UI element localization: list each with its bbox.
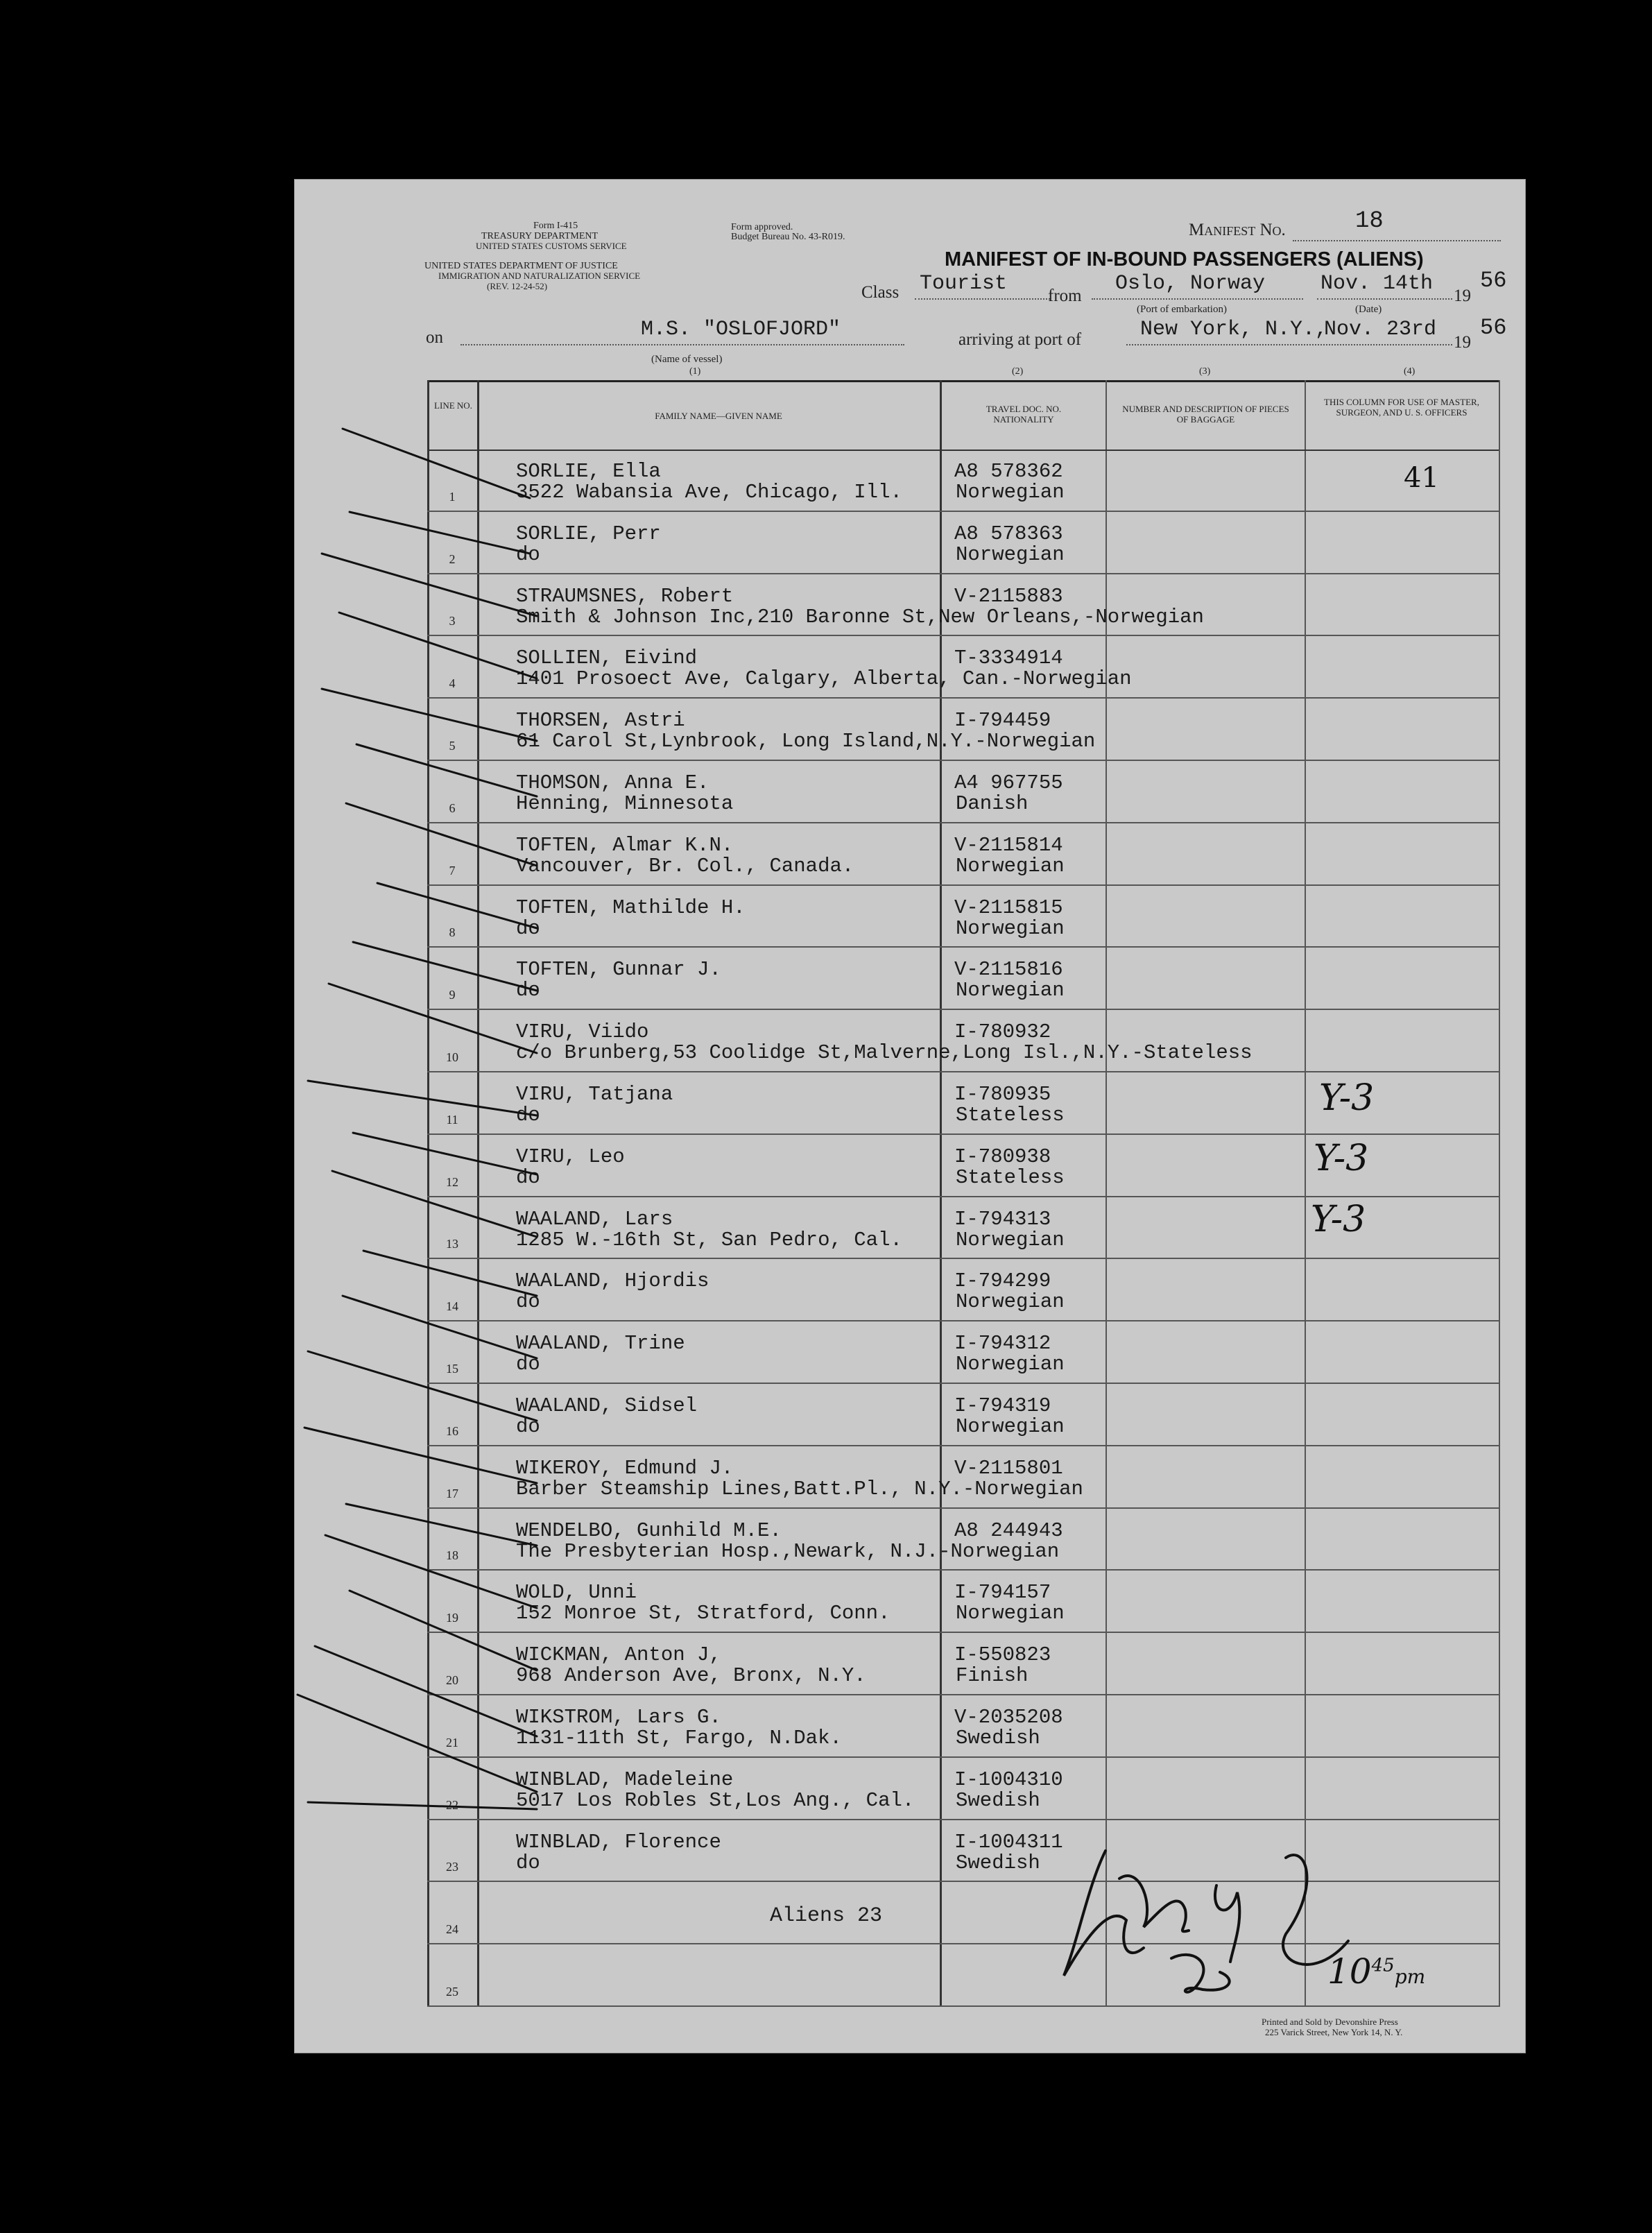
row-line-number: 10 xyxy=(446,1050,458,1064)
travel-doc-number: A4 967755 xyxy=(954,771,1063,794)
row-line-number: 14 xyxy=(446,1299,458,1314)
aliens-total: Aliens 23 xyxy=(770,1904,883,1928)
row-line-number: 2 xyxy=(449,551,456,566)
passenger-address: do xyxy=(516,1290,540,1314)
signature-time xyxy=(1327,1951,1425,1992)
travel-doc-number: V-2115883 xyxy=(954,584,1063,608)
ins-label: IMMIGRATION AND NATURALIZATION SERVICE xyxy=(438,271,641,281)
passenger-address: do xyxy=(516,1353,540,1376)
nationality: Norwegian xyxy=(956,1602,1065,1625)
form-approved: Form approved. xyxy=(731,222,793,232)
passenger-name: STRAUMSNES, Robert xyxy=(516,584,734,608)
passenger-address: do xyxy=(516,979,540,1002)
manifest-no-line xyxy=(1293,240,1501,241)
manifest-no-label: Manifest No. xyxy=(1189,221,1286,239)
on-label: on xyxy=(426,328,443,347)
arrival-year-prefix: 19 xyxy=(1454,333,1471,352)
travel-doc-number: V-2115816 xyxy=(954,958,1063,982)
officer-mark-row12: Y-3 xyxy=(1314,1138,1369,1179)
row-line-number: 23 xyxy=(446,1860,458,1874)
form-number: Form I-415 xyxy=(533,221,578,231)
officer-mark-row11: Y-3 xyxy=(1319,1077,1375,1119)
embarkation-date: Nov. 14th xyxy=(1320,272,1434,296)
row-line-number: 17 xyxy=(446,1486,458,1500)
col4-number: (4) xyxy=(1404,366,1416,377)
passenger-address: 61 Carol St,Lynbrook, Long Island,N.Y.-Norwegian xyxy=(516,730,1096,753)
travel-doc-number: V-2035208 xyxy=(954,1706,1063,1729)
nationality: Stateless xyxy=(956,1165,1065,1189)
travel-doc-number: I-794313 xyxy=(954,1207,1051,1231)
date-caption: (Date) xyxy=(1355,304,1382,315)
vessel-caption: (Name of vessel) xyxy=(651,354,723,365)
passenger-name: WIKSTROM, Lars G. xyxy=(516,1706,721,1729)
arrival-year: 56 xyxy=(1480,315,1507,341)
passenger-name: TOFTEN, Gunnar J. xyxy=(516,958,721,982)
year-prefix: 19 xyxy=(1454,286,1471,305)
officer-signature xyxy=(1022,1823,1438,2031)
nationality: Stateless xyxy=(956,1104,1065,1127)
passenger-address: do xyxy=(516,1104,540,1127)
date-line xyxy=(1317,298,1452,300)
passenger-address: Smith & Johnson Inc,210 Baronne St,New Orleans,-Norwegian xyxy=(516,605,1204,628)
row-line-number: 24 xyxy=(446,1922,458,1937)
printer-line1: Printed and Sold by Devonshire Press xyxy=(1262,2017,1398,2027)
row-line-number: 22 xyxy=(446,1797,458,1812)
passenger-name: SOLLIEN, Eivind xyxy=(516,647,698,670)
arriving-label: arriving at port of xyxy=(958,330,1082,349)
passenger-name: VIRU, Viido xyxy=(516,1020,649,1044)
travel-doc-number: V-2115815 xyxy=(954,896,1063,919)
passenger-address: Barber Steamship Lines,Batt.Pl., N.Y.-Norwegian xyxy=(516,1477,1083,1500)
passenger-name: TOFTEN, Almar K.N. xyxy=(516,833,734,857)
officer-mark-row13: Y-3 xyxy=(1311,1199,1366,1240)
row-line-number: 7 xyxy=(449,863,456,878)
row-line-number: 15 xyxy=(446,1361,458,1376)
treasury-label: TREASURY DEPARTMENT xyxy=(481,231,599,241)
class-line xyxy=(915,298,1050,300)
nationality: Norwegian xyxy=(956,916,1065,940)
nationality: Norwegian xyxy=(956,1415,1065,1438)
col-header-baggage: NUMBER AND DESCRIPTION OF PIECES OF BAGGAGE xyxy=(1122,404,1289,425)
travel-doc-number: I-780932 xyxy=(954,1020,1051,1044)
passenger-name: WICKMAN, Anton J, xyxy=(516,1643,721,1667)
printer-line2: 225 Varick Street, New York 14, N. Y. xyxy=(1265,2027,1403,2037)
row-line-number: 21 xyxy=(446,1735,458,1749)
passenger-address: 3522 Wabansia Ave, Chicago, Ill. xyxy=(516,481,902,504)
nationality: Norwegian xyxy=(956,854,1065,878)
nationality: Finish xyxy=(956,1664,1029,1688)
justice-label: UNITED STATES DEPARTMENT OF JUSTICE xyxy=(424,261,618,271)
travel-doc-number: I-794312 xyxy=(954,1332,1051,1355)
col-header-doc: TRAVEL DOC. NO. NATIONALITY xyxy=(986,404,1062,425)
revision-label: (REV. 12-24-52) xyxy=(487,281,548,291)
passenger-name: WAALAND, Trine xyxy=(516,1332,685,1355)
nationality: Swedish xyxy=(956,1727,1040,1749)
row-line-number: 8 xyxy=(449,925,456,940)
customs-label: UNITED STATES CUSTOMS SERVICE xyxy=(476,241,627,251)
time-minutes: 45 xyxy=(1371,1955,1395,1976)
passenger-name: VIRU, Leo xyxy=(516,1145,625,1168)
officer-mark-row1: 41 xyxy=(1404,462,1439,494)
manifest-page xyxy=(294,179,1526,2053)
travel-doc-number: V-2115814 xyxy=(954,833,1063,857)
row-line-number: 3 xyxy=(449,614,456,628)
passenger-address: The Presbyterian Hosp.,Newark, N.J.-Norwegian xyxy=(516,1539,1060,1563)
passenger-address: do xyxy=(516,916,540,940)
nationality: Norwegian xyxy=(956,1290,1065,1314)
from-line xyxy=(1092,298,1303,300)
travel-doc-number: I-794319 xyxy=(954,1394,1051,1417)
travel-doc-number: I-1004311 xyxy=(954,1830,1063,1854)
row-line-number: 1 xyxy=(449,489,456,504)
passenger-name: SORLIE, Perr xyxy=(516,522,661,545)
row-line-number: 4 xyxy=(449,676,456,691)
col-header-officers: THIS COLUMN FOR USE OF MASTER, SURGEON, AND U. S. OFFICERS xyxy=(1324,397,1479,418)
pen-strike-marks xyxy=(294,179,849,2053)
passenger-address: do xyxy=(516,1165,540,1189)
travel-doc-number: I-780935 xyxy=(954,1083,1051,1106)
col-header-name: FAMILY NAME—GIVEN NAME xyxy=(655,411,782,421)
passenger-name: SORLIE, Ella xyxy=(516,460,661,483)
vessel-name: M.S. "OSLOFJORD" xyxy=(641,318,841,341)
travel-doc-number: I-550823 xyxy=(954,1643,1051,1667)
travel-doc-number: I-780938 xyxy=(954,1145,1051,1168)
time-suffix: pm xyxy=(1394,1965,1426,1988)
row-line-number: 16 xyxy=(446,1423,458,1438)
passenger-address: 968 Anderson Ave, Bronx, N.Y. xyxy=(516,1664,866,1688)
passenger-name: WIKEROY, Edmund J. xyxy=(516,1456,734,1480)
travel-doc-number: T-3334914 xyxy=(954,647,1063,670)
nationality: Danish xyxy=(956,792,1029,815)
travel-doc-number: I-794299 xyxy=(954,1269,1051,1293)
col-header-line: LINE NO. xyxy=(434,400,472,411)
passenger-address: 1401 Prosoect Ave, Calgary, Alberta, Can.-Norwegian xyxy=(516,667,1132,691)
row-line-number: 13 xyxy=(446,1237,458,1251)
passenger-name: TOFTEN, Mathilde H. xyxy=(516,896,746,919)
col3-number: (3) xyxy=(1199,366,1211,377)
passenger-address: do xyxy=(516,1851,540,1874)
class-label: Class xyxy=(861,283,900,302)
passenger-name: WAALAND, Sidsel xyxy=(516,1394,698,1417)
from-label: from xyxy=(1048,286,1082,305)
passenger-name: WAALAND, Hjordis xyxy=(516,1269,709,1293)
passenger-address: 1285 W.-16th St, San Pedro, Cal. xyxy=(516,1228,902,1251)
row-line-number: 19 xyxy=(446,1611,458,1625)
passenger-address: Vancouver, Br. Col., Canada. xyxy=(516,854,854,878)
embarkation-year: 56 xyxy=(1480,268,1507,293)
passenger-address: c/o Brunberg,53 Coolidge St,Malverne,Long Isl.,N.Y.-Stateless xyxy=(516,1041,1253,1065)
arrival-line xyxy=(1126,344,1452,345)
manifest-title: MANIFEST OF IN-BOUND PASSENGERS (ALIENS) xyxy=(945,248,1424,271)
nationality: Norwegian xyxy=(956,979,1065,1002)
embarkation-caption: (Port of embarkation) xyxy=(1137,304,1227,315)
passenger-name: WAALAND, Lars xyxy=(516,1207,673,1231)
travel-doc-number: I-1004310 xyxy=(954,1768,1063,1791)
passenger-name: THOMSON, Anna E. xyxy=(516,771,709,794)
nationality: Swedish xyxy=(956,1851,1040,1874)
nationality: Norwegian xyxy=(956,542,1065,566)
row-line-number: 12 xyxy=(446,1174,458,1189)
arrival-port: New York, N.Y., xyxy=(1140,318,1328,341)
passenger-name: THORSEN, Astri xyxy=(516,709,685,733)
nationality: Swedish xyxy=(956,1788,1040,1812)
row-line-number: 5 xyxy=(449,738,456,753)
travel-doc-number: I-794459 xyxy=(954,709,1051,733)
nationality: Norwegian xyxy=(956,481,1065,504)
class-value: Tourist xyxy=(920,272,1008,296)
col2-number: (2) xyxy=(1012,366,1024,377)
passenger-name: VIRU, Tatjana xyxy=(516,1083,673,1106)
passenger-name: WINBLAD, Florence xyxy=(516,1830,721,1854)
passenger-address: 5017 Los Robles St,Los Ang., Cal. xyxy=(516,1788,915,1812)
passenger-address: 152 Monroe St, Stratford, Conn. xyxy=(516,1602,890,1625)
travel-doc-number: I-794157 xyxy=(954,1581,1051,1605)
passenger-name: WOLD, Unni xyxy=(516,1581,637,1605)
budget-bureau: Budget Bureau No. 43-R019. xyxy=(731,232,845,242)
col-border-right xyxy=(1499,380,1500,2007)
row-line-number: 25 xyxy=(446,1984,458,1999)
col1-number: (1) xyxy=(689,366,701,377)
embarkation-port: Oslo, Norway xyxy=(1115,272,1266,296)
signature-number xyxy=(1192,1941,1233,1978)
passenger-address: 1131-11th St, Fargo, N.Dak. xyxy=(516,1727,842,1749)
passenger-name: WINBLAD, Madeleine xyxy=(516,1768,734,1791)
passenger-address: Henning, Minnesota xyxy=(516,792,734,815)
passenger-name: WENDELBO, Gunhild M.E. xyxy=(516,1518,782,1542)
manifest-no-value: 18 xyxy=(1355,208,1384,234)
travel-doc-number: A8 244943 xyxy=(954,1518,1063,1542)
travel-doc-number: A8 578363 xyxy=(954,522,1063,545)
row-line-number: 11 xyxy=(446,1112,458,1127)
nationality: Norwegian xyxy=(956,1353,1065,1376)
passenger-address: do xyxy=(516,542,540,566)
row-line-number: 20 xyxy=(446,1672,458,1687)
row-line-number: 9 xyxy=(449,988,456,1002)
passenger-address: do xyxy=(516,1415,540,1438)
arrival-date: Nov. 23rd xyxy=(1324,318,1437,341)
row-line-number: 6 xyxy=(449,801,456,815)
travel-doc-number: V-2115801 xyxy=(954,1456,1063,1480)
row-line-number: 18 xyxy=(446,1548,458,1563)
nationality: Norwegian xyxy=(956,1228,1065,1251)
time-hour: 10 xyxy=(1327,1951,1372,1992)
travel-doc-number: A8 578362 xyxy=(954,460,1063,483)
